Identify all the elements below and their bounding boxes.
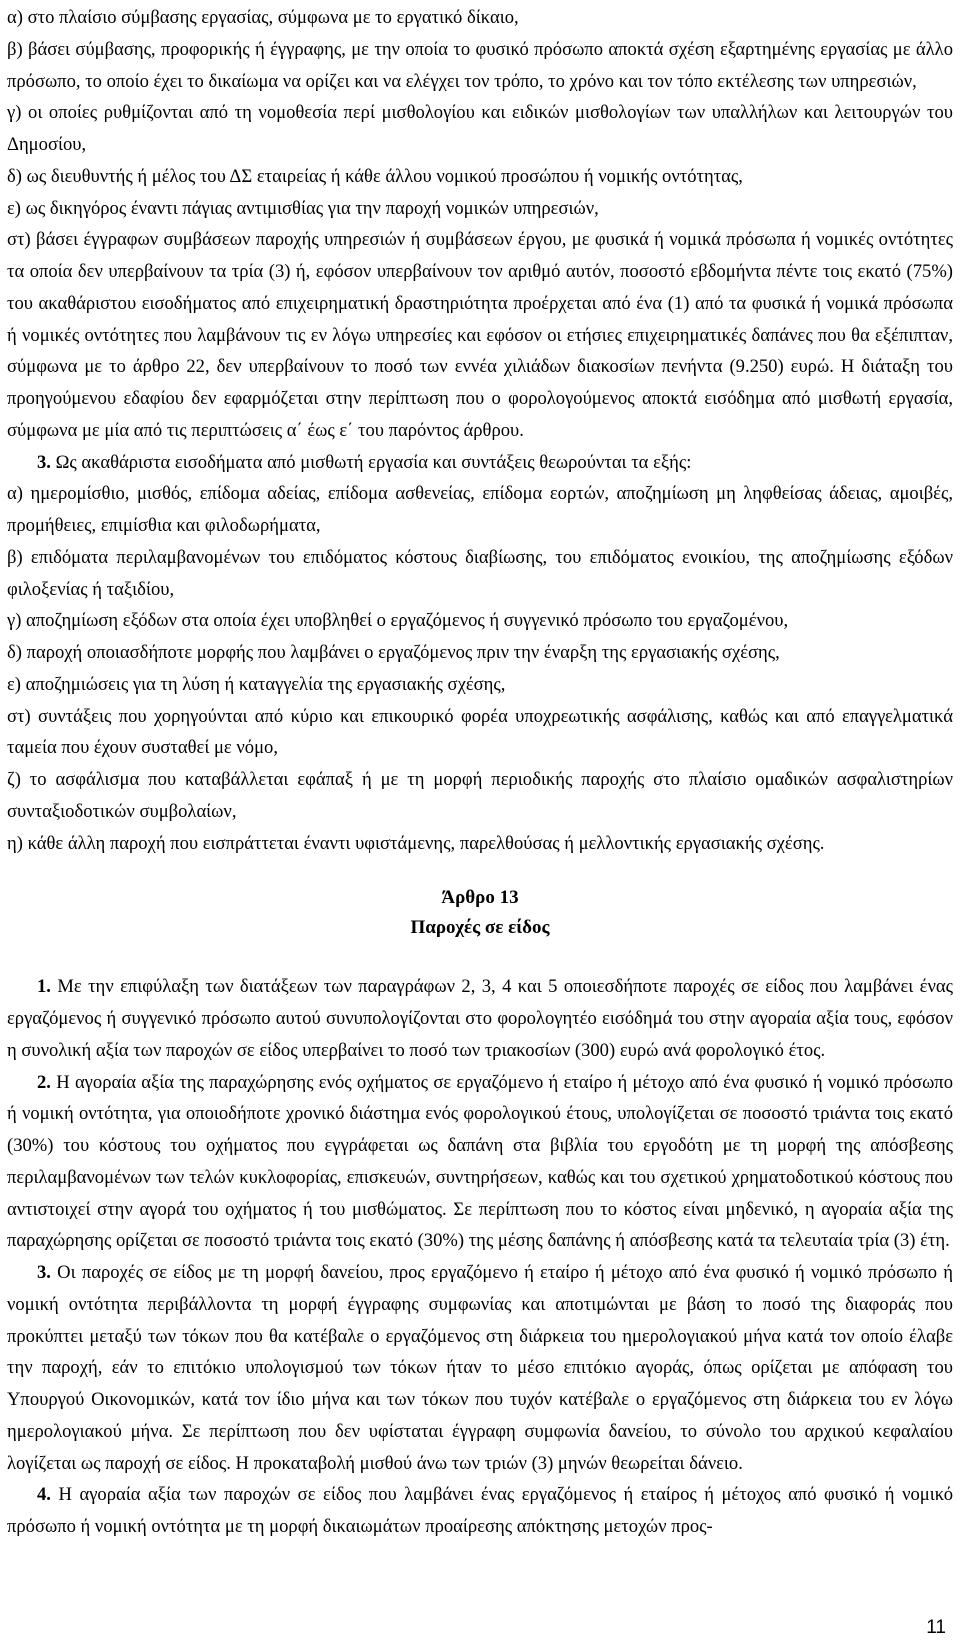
paragraph-text: Η αγοραία αξία των παροχών σε είδος που λαμβάνει ένας εργαζόμενος ή εταίρος ή μέτοχος από φυσικό ή νομικό πρόσωπο ή νομική οντότητα με τη μορφή δικαιωμάτων προαίρεσης απόκτησης μετοχών προς- (7, 1484, 953, 1537)
list-item-c: γ) οι οποίες ρυθμίζονται από τη νομοθεσία περί μισθολογίου και ειδικών μισθολογίων των υπαλλήλων και λειτουργών του Δημοσίου, (7, 102, 953, 155)
income-item-b: β) επιδόματα περιλαμβανομένων του επιδόματος κόστους διαβίωσης, του επιδόματος ενοικίου, της αποζημίωσης εξόδων φιλοξενίας ή ταξιδίου, (7, 546, 953, 600)
page-number: 11 (926, 1617, 946, 1638)
article-paragraph-2 (7, 1067, 953, 1258)
list-item-e: ε) ως δικηγόρος έναντι πάγιας αντιμισθίας για την παροχή νομικών υπηρεσιών, (7, 197, 599, 219)
income-item-i: η) κάθε άλλη παροχή που εισπράττεται έναντι υφιστάμενης, παρελθούσας ή μελλοντικής εργασιακής σχέσης. (7, 832, 825, 854)
article-heading (7, 883, 953, 943)
list-item-d: δ) ως διευθυντής ή μέλος του ΔΣ εταιρείας ή κάθε άλλου νομικού προσώπου ή νομικής οντότητας, (7, 165, 743, 187)
document-body (7, 2, 953, 1543)
paragraph-number: 3. (37, 451, 51, 473)
paragraph-text: Η αγοραία αξία της παραχώρησης ενός οχήματος σε εργαζόμενο ή εταίρο ή μέτοχο από ένα φυσικό ή νομικό πρόσωπο ή νομική οντότητα, για οποιοδήποτε χρονικό διάστημα ενός φορολογικού έτους, υπολογίζεται σε ποσοστό τριάντα τοις εκατό (30%) του κόστους του οχήματος που εγγράφεται ως δαπάνη στα βιβλία του εργοδότη με τη μορφή της απόσβεσης περιλαμβανομένων των τελών κυκλοφορίας, επισκευών, συντηρήσεων, καθώς και του σχετικού χρηματοδοτικού κόστους που αντιστοιχεί στην αγορά του οχήματος ή του μισθώματος. Σε περίπτωση που το κόστος είναι μηδενικό, η αγοραία αξία της παραχώρησης ορίζεται σε ποσοστό τριάντα τοις εκατό (30%) της μέσης δαπάνης ή απόσβεσης κατά τα τελευταία τρία (3) έτη. (7, 1071, 953, 1252)
list-item-a: α) στο πλαίσιο σύμβασης εργασίας, σύμφωνα με το εργατικό δίκαιο, (7, 7, 519, 28)
paragraph-number: 2. (37, 1071, 51, 1093)
article-title: Παροχές σε είδος (410, 917, 550, 939)
income-item-a: α) ημερομίσθιο, μισθός, επίδομα αδείας, επίδομα ασθενείας, επίδομα εορτών, αποζημίωση μη ληφθείσας άδειας, αμοιβές, προμήθειες, επιμίσθια και φιλοδωρήματα, (7, 483, 953, 536)
paragraph-text: Με την επιφύλαξη των διατάξεων των παραγράφων 2, 3, 4 και 5 οποιεσδήποτε παροχές σε είδος που λαμβάνει ένας εργαζόμενος ή συγγενικό πρόσωπο αυτού συνυπολογίζονται στο φορολογητέο εισόδημά του στην αγοραία αξία τους, εφόσον η συνολική αξία των παροχών σε είδος υπερβαίνει το ποσό των τριακοσίων (300) ευρώ ανά φορολογικό έτος. (7, 976, 953, 1061)
paragraph-number: 3. (37, 1262, 51, 1283)
income-item-d: δ) παροχή οποιασδήποτε μορφής που λαμβάνει ο εργαζόμενος πριν την έναρξη της εργασιακής σχέσης, (7, 642, 780, 663)
income-item-st: στ) συντάξεις που χορηγούνται από κύριο και επικουρικό φορέα υποχρεωτικής ασφάλισης, καθώς και από επαγγελματικά ταμεία που έχουν συσταθεί με νόμο, (7, 705, 953, 759)
paragraph-text: Ως ακαθάριστα εισοδήματα από μισθωτή εργασία και συντάξεις θεωρούνται τα εξής: (50, 451, 692, 473)
article-paragraph-4 (7, 1479, 953, 1543)
income-item-c: γ) αποζημίωση εξόδων στα οποία έχει υποβληθεί ο εργαζόμενος ή συγγενικό πρόσωπο του εργαζομένου, (7, 610, 789, 632)
list-item-st: στ) βάσει έγγραφων συμβάσεων παροχής υπηρεσιών ή συμβάσεων έργου, με φυσικά ή νομικά πρόσωπα ή νομικές οντότητες τα οποία δεν υπερβαίνουν τα τρία (3) ή, εφόσον υπερβαίνουν τον αριθμό αυτόν, ποσοστό εβδομήντα πέντε τοις εκατό (75%) του ακαθάριστου εισοδήματος από επιχειρηματική δραστηριότητα προέρχεται από ένα (1) από τα φυσικά ή νομικά πρόσωπα ή νομικές οντότητες που λαμβάνουν τις εν λόγω υπηρεσίες και εφόσον οι ετήσιες επιχειρηματικές δαπάνες που θα εξέπιπταν, σύμφωνα με το άρθρο 22, δεν υπερβαίνουν το ποσό των εννέα χιλιάδων διακοσίων πενήντα (9.250) ευρώ. Η διάταξη του προηγούμενου εδαφίου δεν εφαρμόζεται στην περίπτωση που ο φορολογούμενος αποκτά εισόδημα από μισθωτή εργασία, σύμφωνα με μία από τις περιπτώσεις α΄ έως ε΄ του παρόντος άρθρου. (7, 229, 953, 441)
paragraph-number: 1. (37, 976, 51, 998)
income-item-z: ζ) το ασφάλισμα που καταβάλλεται εφάπαξ ή με τη μορφή περιοδικής παροχής στο πλαίσιο ομαδικών ασφαλιστηρίων συνταξιοδοτικών συμβολαίων, (7, 769, 953, 822)
list-item-b: β) βάσει σύμβασης, προφορικής ή έγγραφης, με την οποία το φυσικό πρόσωπο αποκτά σχέση εξαρτημένης εργασίας με άλλο πρόσωπο, το οποίο έχει το δικαίωμα να ορίζει και να ελέγχει τον τρόπο, το χρόνο και τον τόπο εκτέλεσης των υπηρεσιών, (7, 38, 953, 92)
article-number: Άρθρο 13 (441, 887, 519, 909)
income-item-e: ε) αποζημιώσεις για τη λύση ή καταγγελία της εργασιακής σχέσης, (7, 673, 506, 695)
paragraph-text: Οι παροχές σε είδος με τη μορφή δανείου, προς εργαζόμενο ή εταίρο ή μέτοχο από ένα φυσικό ή νομικό πρόσωπο ή νομική οντότητα περιβάλλοντα τη μορφή έγγραφης συμφωνίας και αποτιμώνται με βάση το ποσό της διαφοράς που προκύπτει μεταξύ των τόκων που θα κατέβαλε ο εργαζόμενος στη διάρκεια του ημερολογιακού μήνα κατά τον οποίο έλαβε την παροχή, εάν το επιτόκιο υπολογισμού των τόκων ήταν το μέσο επιτόκιο αγοράς, όπως ορίζεται με απόφαση του Υπουργού Οικονομικών, κατά τον ίδιο μήνα και των τόκων που τυχόν κατέβαλε ο εργαζόμενος στη διάρκεια του εν λόγω ημερολογιακού μήνα. Σε περίπτωση που δεν υφίσταται έγγραφη συμφωνία δανείου, το σύνολο του αρχικού κεφαλαίου λογίζεται ως παροχή σε είδος. Η προκαταβολή μισθού άνω των τριών (3) μηνών θεωρείται δάνειο. (7, 1262, 953, 1474)
paragraph-number: 4. (37, 1484, 51, 1506)
article-paragraph-1 (7, 971, 953, 1066)
paragraph-3 (7, 447, 953, 479)
article-paragraph-3 (7, 1257, 953, 1479)
